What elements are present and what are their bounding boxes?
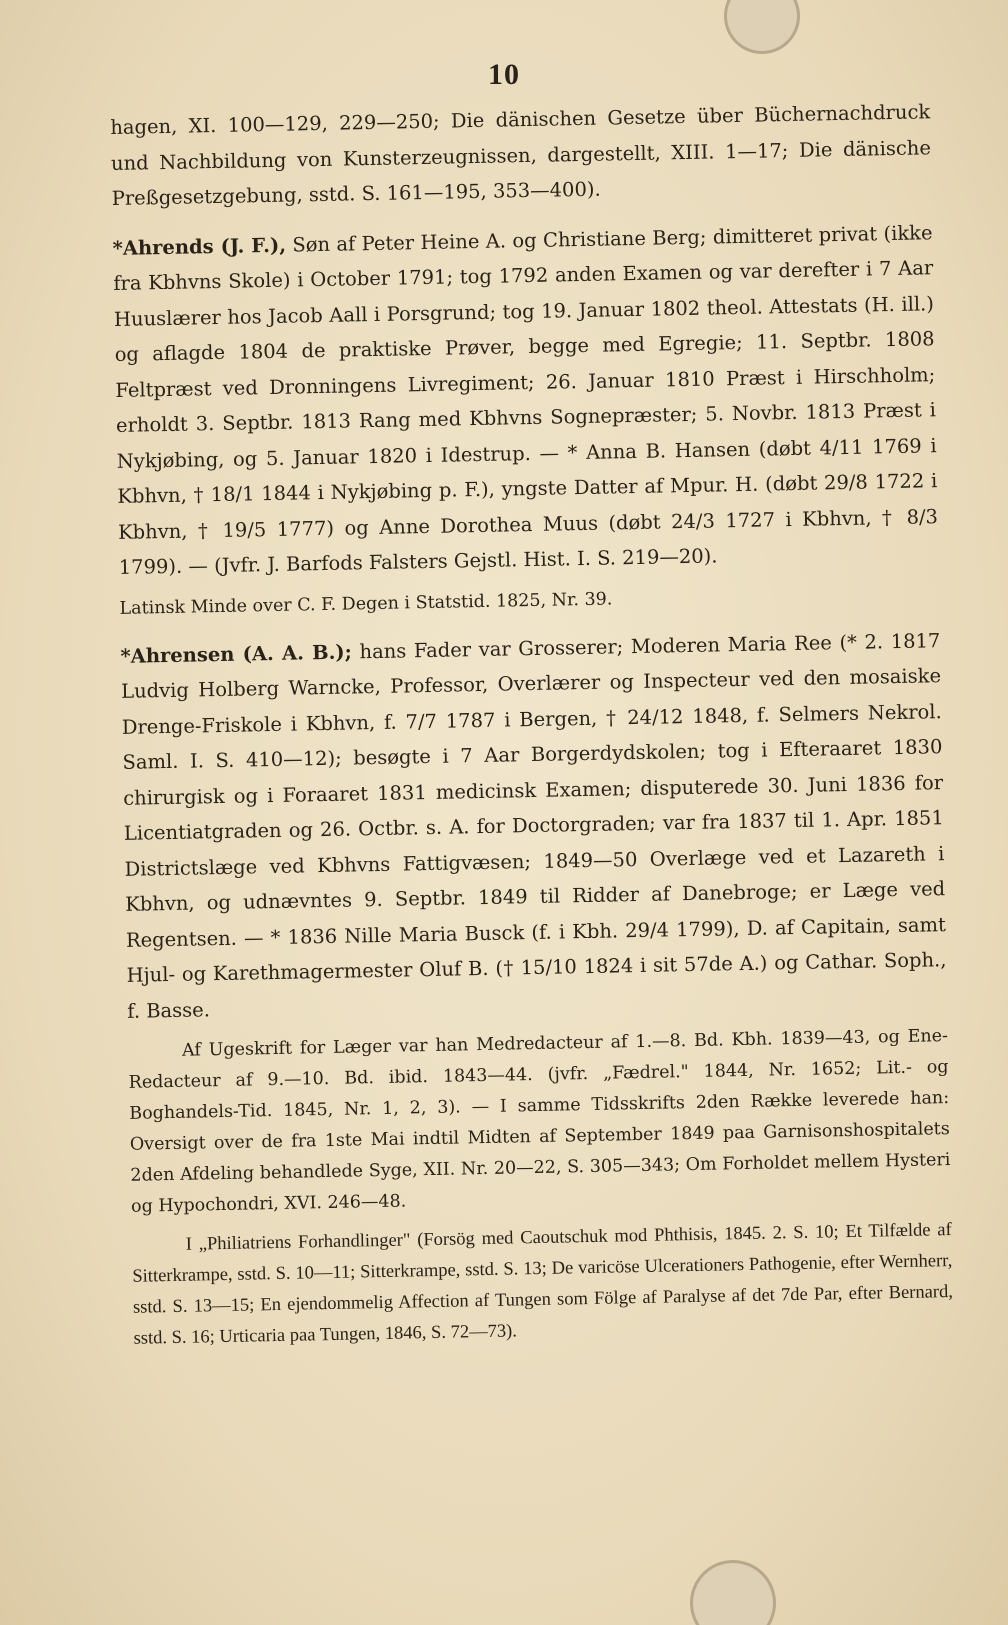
entry-body: hans Fader var Grosserer; Moderen Maria Ree (* 2. 1817 Ludvig Holberg Warncke, Professor, Overlærer og Inspecteur ved den mosaiske Drenge-Friskole i Kbhvn, f. 7/7 1787 i Bergen, † 24/12 1848, f. Selmers Nekrol. Saml. I. S. 410—12); besøgte i 7 Aar Borgerdydskolen; tog i Efteraaret 1830 chirurgisk og i Foraaret 1831 medicinsk Examen; disputerede 30. Juni 1836 for Licentiatgraden og 26. Octbr. s. A. for Doctorgraden; var fra 1837 til 1. Apr. 1851 Districtslæge ved Kbhvns Fattigvæsen; 1849—50 Overlæge ved et Lazareth i Kbhvn, og udnævntes 9. Septbr. 1849 til Ridder af Danebroge; er Læge ved Regentsen. — * 1836 Nille Maria Busck (f. i Kbh. 29/4 1799), D. af Capitain, samt Hjul- og Karethmagermester Oluf B. († 15/10 1824 i sit 57de A.) og Cathar. Soph., f. Basse. (120, 628, 947, 1023)
entry-note: I „Philiatriens Forhandlinger" (Forsög med Caoutschuk mod Phthisis, 1845. 2. S. 10; Et Tilfælde af Sitterkrampe, sstd. S. 10—11; Sitterkrampe, sstd. S. 13; De varicöse Ulcerationers Pathogenie, efter Wernherr, sstd. S. 13—15; En ejendommelig Affection af Tungen som Fölge af Paralyse af det 7de Par, efter Bernard, sstd. S. 16; Urticaria paa Tungen, 1846, S. 72—73). (132, 1220, 954, 1349)
page-body (110, 94, 954, 1355)
biography-entry (112, 215, 939, 625)
binding-hole (724, 0, 800, 54)
entry-note: Af Ugeskrift for Læger var han Medredacteur af 1.—8. Bd. Kbh. 1839—43, og Ene-Redacteur af 9.—10. Bd. ibid. 1843—44. (jvfr. „Fædrel." 1844, Nr. 1652; Lit.- og Boghandels-Tid. 1845, Nr. 1, 2, 3). — I samme Tidsskrifts 2den Række leverede han: Oversigt over de fra 1ste Mai indtil Midten af September 1849 paa Garnisonshospitalets 2den Afdeling behandlede Syge, XII. Nr. 20—22, S. 305—343; Om Forholdet mellem Hysteri og Hypochondri, XVI. 246—48. (128, 1026, 951, 1217)
page-number: 10 (488, 58, 520, 91)
entry-name: *Ahrensen (A. A. B.); (120, 639, 353, 668)
entry-body: Søn af Peter Heine A. og Christiane Berg; dimitteret privat (ikke fra Kbhvns Skole) i October 1791; tog 1792 anden Examen og var derefter i 7 Aar Huuslærer hos Jacob Aall i Porsgrund; tog 19. Januar 1802 theol. Attestats (H. ill.) og aflagde 1804 de praktiske Prøver, begge med Egregie; 11. Septbr. 1808 Feltpræst ved Dronningens Livregiment; 26. Januar 1810 Præst i Hirschholm; erholdt 3. Septbr. 1813 Rang med Kbhvns Sognepræster; 5. Novbr. 1813 Præst i Nykjøbing, og 5. Januar 1820 i Idestrup. — * Anna B. Hansen (døbt 4/11 1769 i Kbhvn, † 18/1 1844 i Nykjøbing p. F.), yngste Datter af Mpur. H. (døbt 29/8 1722 i Kbhvn, † 19/5 1777) og Anne Dorothea Muus (døbt 24/3 1727 i Kbhvn, † 8/3 1799). — (Jvfr. J. Barfods Falsters Gejstl. Hist. I. S. 219—20). (113, 220, 939, 579)
continuation-paragraph: hagen, XI. 100—129, 229—250; Die dänischen Gesetze über Büchernachdruck und Nachbildung von Kunsterzeugnissen, dargestellt, XIII. 1—17; Die dänische Preßgesetzgebung, sstd. S. 161—195, 353—400). (110, 100, 932, 210)
entry-name: *Ahrends (J. F.), (112, 233, 287, 260)
biography-entry (120, 623, 954, 1355)
entry-paragraph (112, 215, 939, 586)
entry-note: Latinsk Minde over C. F. Degen i Statstid. 1825, Nr. 39. (119, 588, 613, 619)
entry-paragraph (120, 623, 947, 1029)
binding-hole (690, 1560, 776, 1625)
